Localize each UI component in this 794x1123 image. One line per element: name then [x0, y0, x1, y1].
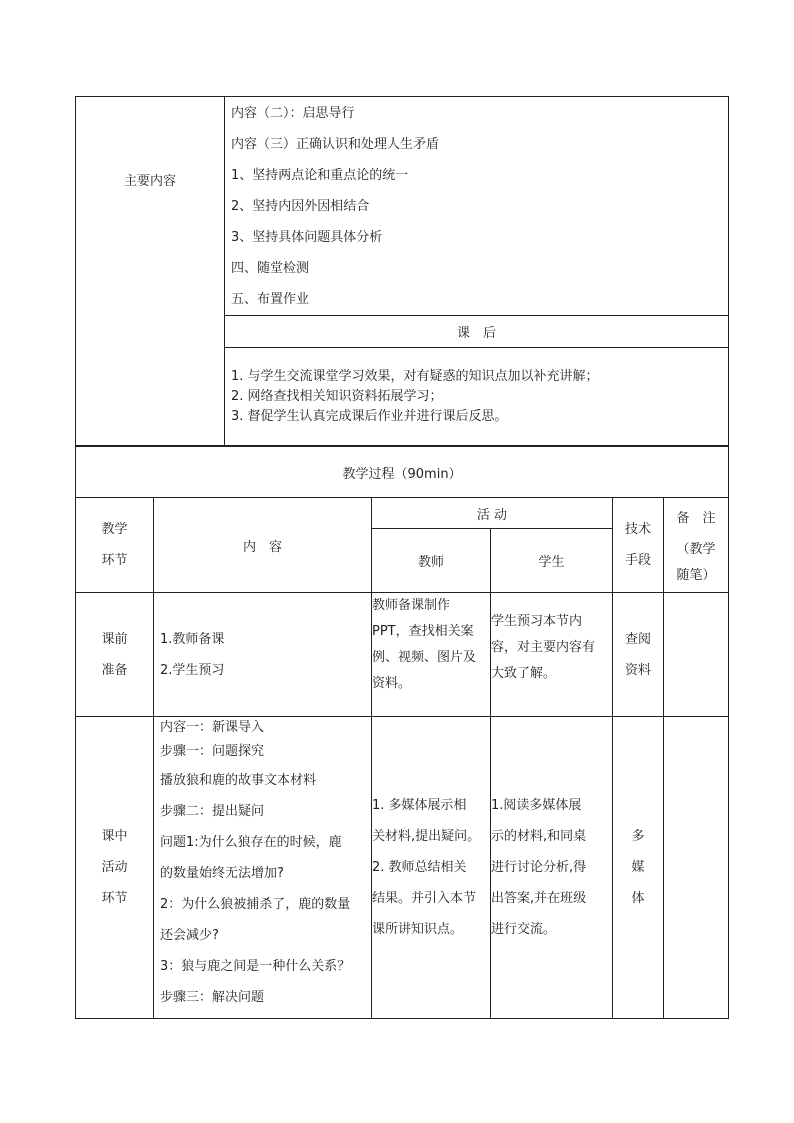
header-stage: 教学 环节	[76, 498, 154, 593]
content-item: 的数量始终无法增加?	[160, 866, 284, 881]
stage-pre-class: 课前 准备	[76, 593, 154, 717]
content-item: 步骤一：问题探究	[160, 744, 265, 759]
content-item: 内容（三）正确认识和处理人生矛盾	[231, 137, 440, 152]
upper-table	[75, 96, 729, 446]
content-item: 1、坚持两点论和重点论的统一	[231, 168, 409, 183]
after-class-item: 2. 网络查找相关知识资料拓展学习；	[231, 388, 443, 404]
pre-class-tech: 查阅 资料	[613, 593, 664, 717]
main-content-label-cell	[76, 97, 225, 446]
header-teacher: 教师	[372, 529, 491, 593]
content-item: 1.教师备课	[160, 631, 225, 647]
pre-class-student: 学生预习本节内 容，对主要内容有 大致了解。	[491, 593, 613, 717]
content-item: 内容一：新课导入	[160, 720, 265, 735]
header-activity: 活 动	[372, 498, 613, 529]
after-class-item: 3. 督促学生认真完成课后作业并进行课后反思。	[231, 408, 508, 424]
pre-class-content	[154, 593, 372, 717]
content-item: 四、随堂检测	[231, 261, 310, 276]
pre-class-teacher: 教师备课制作 PPT，查找相关案 例、视频、图片及 资料。	[372, 593, 491, 717]
content-item: 问题1:为什么狼存在的时候，鹿	[160, 835, 342, 850]
main-content-list	[225, 97, 729, 316]
content-item: 步骤三：解决问题	[160, 990, 265, 1005]
pre-class-note	[664, 593, 729, 717]
header-tech: 技术 手段	[613, 498, 664, 593]
process-table	[75, 446, 729, 1019]
header-student: 学生	[491, 529, 613, 593]
content-item: 五、布置作业	[231, 292, 310, 307]
content-item: 还会减少?	[160, 928, 219, 943]
process-title: 教学过程（90min）	[76, 447, 729, 498]
content-item: 3、坚持具体问题具体分析	[231, 230, 383, 245]
after-class-list	[225, 348, 729, 446]
in-class-content	[154, 717, 372, 1019]
content-item: 播放狼和鹿的故事文本材料	[160, 773, 317, 788]
content-item: 2、坚持内因外因相结合	[231, 199, 370, 214]
after-class-header: 课 后	[225, 316, 729, 348]
in-class-note	[664, 717, 729, 1019]
after-class-item: 1. 与学生交流课堂学习效果，对有疑惑的知识点加以补充讲解；	[231, 368, 599, 384]
in-class-teacher: 1. 多媒体展示相 关材料,提出疑问。 2. 教师总结相关 结果。并引入本节 课所讲知识点。	[372, 717, 491, 1019]
main-content-label: 主要内容	[123, 174, 176, 189]
content-item: 3：狼与鹿之间是一种什么关系？	[160, 959, 351, 974]
content-item: 2.学生预习	[160, 662, 225, 678]
content-item: 步骤二：提出疑问	[160, 804, 265, 819]
header-content: 内 容	[154, 498, 372, 593]
stage-in-class: 课中 活动 环节	[76, 717, 154, 1019]
content-item: 2：为什么狼被捕杀了，鹿的数量	[160, 897, 351, 912]
header-note: 备 注 （教学 随笔）	[664, 498, 729, 593]
in-class-student: 1.阅读多媒体展 示的材料,和同桌 进行讨论分析,得 出答案,并在班级 进行交流。	[491, 717, 613, 1019]
in-class-tech: 多 媒 体	[613, 717, 664, 1019]
content-item: 内容（二）：启思导行	[231, 106, 355, 121]
